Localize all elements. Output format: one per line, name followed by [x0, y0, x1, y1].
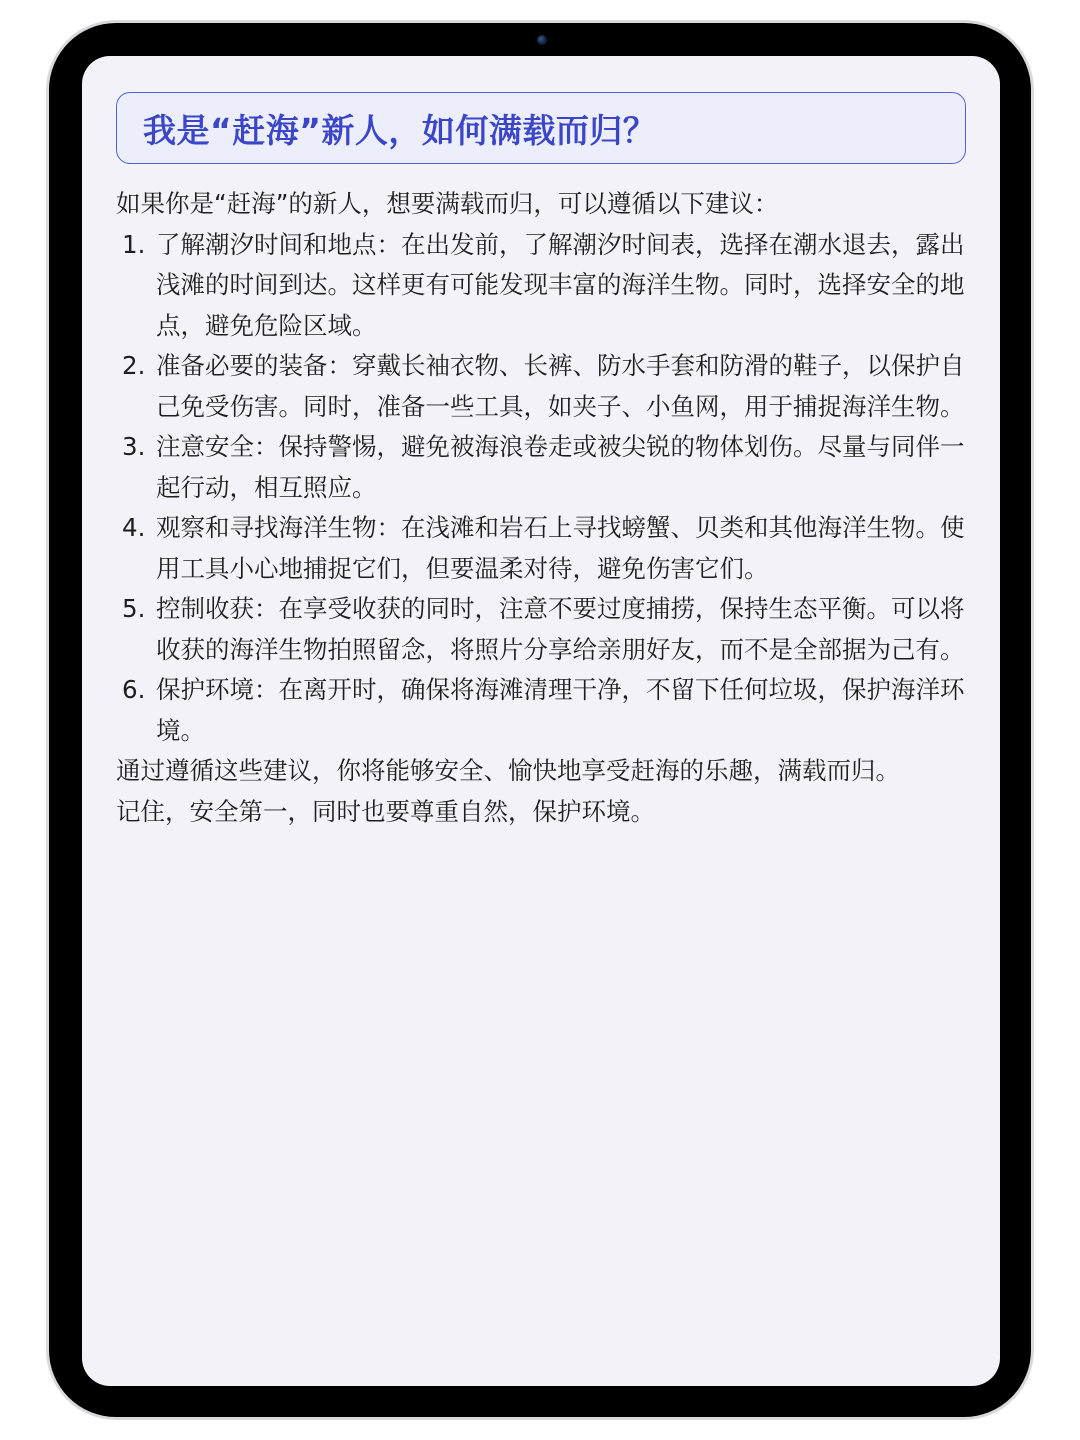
list-item-number: 2.	[122, 351, 146, 380]
list-item-text: 准备必要的装备：穿戴长袖衣物、长裤、防水手套和防滑的鞋子，以保护自己免受伤害。同时，准备一些工具，如夹子、小鱼网，用于捕捉海洋生物。	[156, 351, 965, 421]
list-item-text: 观察和寻找海洋生物：在浅滩和岩石上寻找螃蟹、贝类和其他海洋生物。使用工具小心地捕捉它们，但要温柔对待，避免伤害它们。	[156, 513, 965, 583]
camera-icon	[537, 35, 547, 45]
title-banner	[116, 92, 966, 164]
list-item-number: 3.	[122, 432, 146, 461]
tips-list	[116, 225, 968, 752]
list-item	[116, 508, 968, 589]
tablet-frame	[46, 20, 1034, 1420]
list-item-number: 5.	[122, 594, 146, 623]
list-item-text: 了解潮汐时间和地点：在出发前，了解潮汐时间表，选择在潮水退去，露出浅滩的时间到达。这样更有可能发现丰富的海洋生物。同时，选择安全的地点，避免危险区域。	[156, 229, 965, 340]
tablet-bezel	[49, 23, 1031, 1417]
list-item-text: 控制收获：在享受收获的同时，注意不要过度捕捞，保持生态平衡。可以将收获的海洋生物拍照留念，将照片分享给亲朋好友，而不是全部据为己有。	[156, 594, 965, 664]
list-item	[116, 225, 968, 347]
list-item-text: 保护环境：在离开时，确保将海滩清理干净，不留下任何垃圾，保护海洋环境。	[156, 675, 965, 745]
page-title: 我是“赶海”新人，如何满载而归？	[143, 110, 657, 150]
list-item-number: 4.	[122, 513, 146, 542]
list-item-number: 1.	[122, 229, 146, 259]
conclusion-line: 通过遵循这些建议，你将能够安全、愉快地享受赶海的乐趣，满载而归。	[116, 756, 900, 785]
intro-paragraph: 如果你是“赶海”的新人，想要满载而归，可以遵循以下建议：	[116, 189, 779, 218]
article-body	[116, 184, 968, 832]
conclusion-line: 记住，安全第一，同时也要尊重自然，保护环境。	[116, 796, 655, 826]
list-item-number: 6.	[122, 675, 146, 704]
list-item	[116, 670, 968, 751]
list-item	[116, 427, 968, 508]
list-item	[116, 589, 968, 670]
list-item	[116, 346, 968, 427]
tablet-screen	[82, 56, 1000, 1386]
list-item-text: 注意安全：保持警惕，避免被海浪卷走或被尖锐的物体划伤。尽量与同伴一起行动，相互照应。	[156, 432, 965, 502]
